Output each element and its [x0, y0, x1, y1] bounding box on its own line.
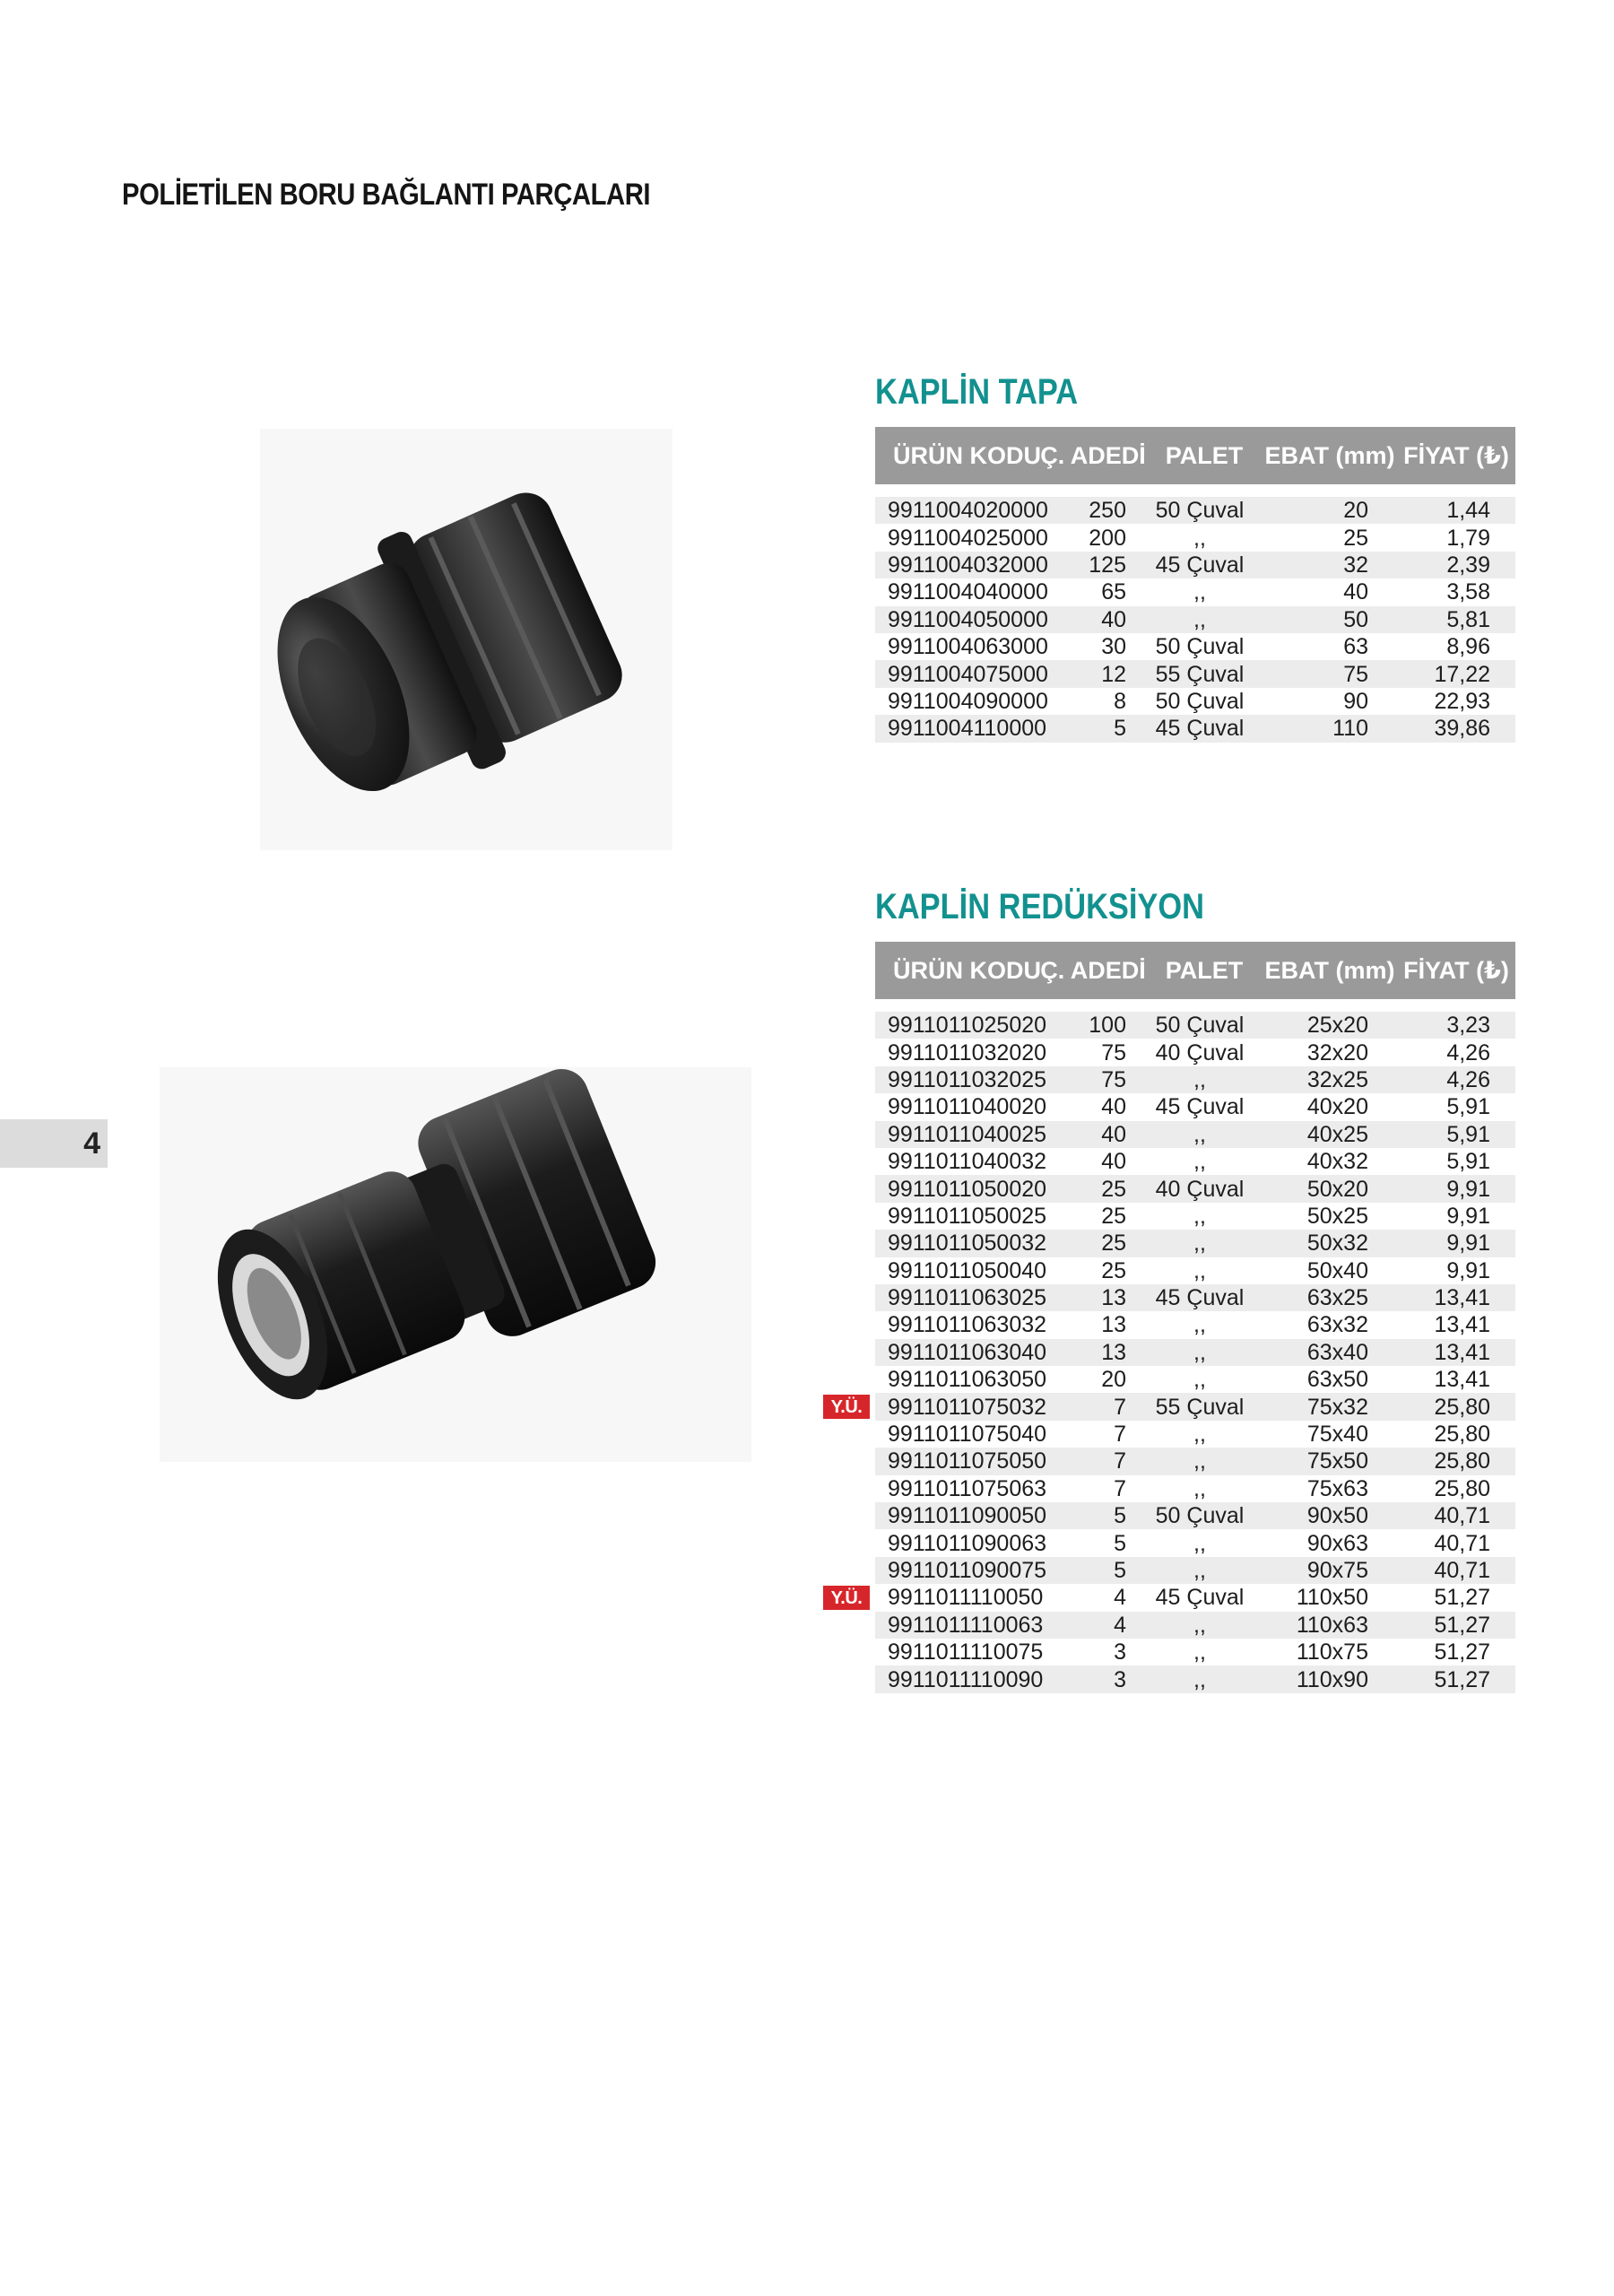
table-row: [875, 1502, 1515, 1529]
cell-pallet: 45 Çuval: [1155, 1585, 1245, 1611]
cell-quantity: 25: [1101, 1231, 1126, 1257]
cell-quantity: 40: [1101, 606, 1126, 632]
cell-quantity: 250: [1089, 498, 1126, 524]
col-header-price: FİYAT (₺): [1403, 441, 1509, 469]
table-row: [875, 1175, 1515, 1202]
cell-product-code: 9911004020000: [888, 498, 1048, 524]
cell-pallet: ,,: [1193, 1475, 1206, 1501]
cell-quantity: 7: [1114, 1448, 1126, 1474]
table-row: [875, 1339, 1515, 1366]
cell-pallet: 55 Çuval: [1155, 1394, 1245, 1420]
table-row: [875, 1121, 1515, 1148]
cell-size: 32x25: [1306, 1066, 1368, 1092]
col-header-size: EBAT (mm): [1264, 441, 1395, 469]
cell-price: 25,80: [1434, 1422, 1490, 1448]
cell-size: 75x40: [1306, 1422, 1368, 1448]
cell-size: 25: [1343, 525, 1368, 551]
cell-price: 51,27: [1434, 1612, 1490, 1638]
cell-size: 32: [1343, 552, 1368, 578]
cell-product-code: 9911011075050: [888, 1448, 1047, 1474]
col-header-qty: Ç. ADEDİ: [1040, 441, 1146, 469]
cell-size: 75x32: [1306, 1394, 1368, 1420]
col-header-qty: Ç. ADEDİ: [1040, 956, 1146, 984]
section-title: KAPLİN TAPA: [875, 372, 1079, 412]
table-row: [875, 688, 1515, 715]
cell-price: 5,91: [1446, 1094, 1490, 1120]
cell-quantity: 100: [1089, 1013, 1126, 1039]
cell-price: 51,27: [1434, 1585, 1490, 1611]
table-row: [875, 1066, 1515, 1093]
cell-pallet: ,,: [1193, 1203, 1206, 1229]
cell-pallet: ,,: [1193, 1530, 1206, 1556]
col-header-code: ÜRÜN KODU: [893, 441, 1041, 469]
cell-quantity: 20: [1101, 1367, 1126, 1393]
cell-product-code: 9911011032020: [888, 1039, 1047, 1065]
table-row: [875, 1366, 1515, 1393]
cell-price: 3,23: [1446, 1013, 1490, 1039]
cell-price: 4,26: [1446, 1066, 1490, 1092]
table-row: [875, 1639, 1515, 1665]
cell-quantity: 13: [1101, 1339, 1126, 1365]
cell-size: 110x90: [1296, 1666, 1368, 1692]
col-header-code: ÜRÜN KODU: [893, 956, 1041, 984]
cell-product-code: 9911004050000: [888, 606, 1048, 632]
cell-product-code: 9911011050020: [888, 1176, 1047, 1202]
col-header-pallet: PALET: [1165, 441, 1244, 469]
cell-price: 40,71: [1434, 1558, 1490, 1583]
table-row: [875, 1039, 1515, 1065]
cell-quantity: 3: [1114, 1666, 1126, 1692]
cell-pallet: ,,: [1193, 1339, 1206, 1365]
cell-size: 90x75: [1306, 1558, 1368, 1583]
cell-pallet: ,,: [1193, 1066, 1206, 1092]
cell-price: 17,22: [1434, 661, 1490, 687]
cell-pallet: ,,: [1193, 1558, 1206, 1583]
cell-price: 9,91: [1446, 1257, 1490, 1283]
table-row: [875, 1230, 1515, 1257]
cell-quantity: 40: [1101, 1094, 1126, 1120]
cell-product-code: 9911011075040: [888, 1422, 1047, 1448]
cell-pallet: ,,: [1193, 579, 1206, 605]
cell-product-code: 9911011110075: [888, 1639, 1044, 1665]
cell-size: 90: [1343, 688, 1368, 714]
table-row: [875, 1093, 1515, 1120]
cell-size: 20: [1343, 498, 1368, 524]
cell-quantity: 7: [1114, 1394, 1126, 1420]
cell-pallet: ,,: [1193, 1666, 1206, 1692]
cell-size: 50x20: [1306, 1176, 1368, 1202]
cell-price: 51,27: [1434, 1639, 1490, 1665]
cell-size: 110x50: [1296, 1585, 1368, 1611]
cell-price: 5,91: [1446, 1149, 1490, 1175]
cell-size: 63x40: [1306, 1339, 1368, 1365]
cell-product-code: 9911011075032: [888, 1394, 1047, 1420]
table-body: [875, 497, 1515, 743]
table-row: [875, 1203, 1515, 1230]
cell-size: 50x40: [1306, 1257, 1368, 1283]
table-row: [875, 1421, 1515, 1448]
cell-pallet: 50 Çuval: [1155, 634, 1245, 660]
cell-product-code: 9911011040025: [888, 1121, 1047, 1147]
cell-quantity: 8: [1114, 688, 1126, 714]
cell-pallet: 50 Çuval: [1155, 1013, 1245, 1039]
cell-product-code: 9911004040000: [888, 579, 1048, 605]
section-title: KAPLİN REDÜKSİYON: [875, 887, 1204, 926]
cell-pallet: 40 Çuval: [1155, 1039, 1245, 1065]
cell-size: 32x20: [1306, 1039, 1368, 1065]
cell-price: 13,41: [1434, 1339, 1490, 1365]
cell-product-code: 9911011090063: [888, 1530, 1047, 1556]
cell-quantity: 5: [1114, 1503, 1126, 1529]
cell-product-code: 9911011050032: [888, 1231, 1047, 1257]
cell-price: 25,80: [1434, 1475, 1490, 1501]
cell-price: 13,41: [1434, 1312, 1490, 1338]
cell-product-code: 9911011110050: [888, 1585, 1044, 1611]
cell-quantity: 3: [1114, 1639, 1126, 1665]
cell-product-code: 9911011075063: [888, 1475, 1047, 1501]
cell-pallet: ,,: [1193, 1257, 1206, 1283]
table-row: [875, 578, 1515, 605]
cell-pallet: ,,: [1193, 1422, 1206, 1448]
new-product-badge: Y.Ü.: [823, 1586, 870, 1610]
table-row: [875, 524, 1515, 551]
cell-size: 63x50: [1306, 1367, 1368, 1393]
cell-price: 9,91: [1446, 1203, 1490, 1229]
cell-product-code: 9911011040032: [888, 1149, 1047, 1175]
cell-size: 63: [1343, 634, 1368, 660]
cell-quantity: 12: [1101, 661, 1126, 687]
cell-quantity: 30: [1101, 634, 1126, 660]
cell-size: 50x25: [1306, 1203, 1368, 1229]
table-header: [875, 427, 1515, 484]
table-row: [830, 1393, 1515, 1420]
cell-pallet: 45 Çuval: [1155, 1285, 1245, 1311]
page-number-tab: 4: [0, 1119, 108, 1168]
cell-price: 4,26: [1446, 1039, 1490, 1065]
cell-product-code: 9911004032000: [888, 552, 1048, 578]
table-row: [875, 1529, 1515, 1556]
table-header: [875, 942, 1515, 999]
cell-size: 90x50: [1306, 1503, 1368, 1529]
cell-size: 63x25: [1306, 1285, 1368, 1311]
cell-price: 5,91: [1446, 1121, 1490, 1147]
cell-quantity: 7: [1114, 1475, 1126, 1501]
cell-pallet: 50 Çuval: [1155, 498, 1245, 524]
cell-quantity: 200: [1089, 525, 1126, 551]
cell-size: 25x20: [1306, 1013, 1368, 1039]
cell-price: 51,27: [1434, 1666, 1490, 1692]
cell-quantity: 13: [1101, 1312, 1126, 1338]
cell-pallet: 50 Çuval: [1155, 688, 1245, 714]
cell-pallet: ,,: [1193, 1312, 1206, 1338]
table-row: [875, 660, 1515, 687]
cell-pallet: ,,: [1193, 1367, 1206, 1393]
cell-quantity: 4: [1114, 1585, 1126, 1611]
cell-pallet: ,,: [1193, 1121, 1206, 1147]
table-row: [875, 497, 1515, 524]
cell-product-code: 9911011090075: [888, 1558, 1047, 1583]
cell-price: 25,80: [1434, 1448, 1490, 1474]
cell-size: 40x32: [1306, 1149, 1368, 1175]
cell-product-code: 9911004110000: [888, 716, 1047, 742]
cell-size: 50x32: [1306, 1231, 1368, 1257]
cell-product-code: 9911011110063: [888, 1612, 1044, 1638]
table-row: [875, 1012, 1515, 1039]
cell-product-code: 9911011050025: [888, 1203, 1047, 1229]
cell-product-code: 9911004090000: [888, 688, 1048, 714]
cell-product-code: 9911011063040: [888, 1339, 1047, 1365]
cell-price: 39,86: [1434, 716, 1490, 742]
cell-quantity: 75: [1101, 1039, 1126, 1065]
cell-quantity: 40: [1101, 1149, 1126, 1175]
cell-pallet: 50 Çuval: [1155, 1503, 1245, 1529]
cell-product-code: 9911004063000: [888, 634, 1048, 660]
col-header-size: EBAT (mm): [1264, 956, 1395, 984]
cell-quantity: 65: [1101, 579, 1126, 605]
cell-price: 13,41: [1434, 1285, 1490, 1311]
cell-price: 40,71: [1434, 1503, 1490, 1529]
cell-quantity: 7: [1114, 1422, 1126, 1448]
table-row: [875, 552, 1515, 578]
cell-pallet: 45 Çuval: [1155, 716, 1245, 742]
section-kaplin-tapa: [875, 371, 1515, 743]
cell-product-code: 9911011025020: [888, 1013, 1047, 1039]
table-row: [875, 1475, 1515, 1502]
cell-price: 40,71: [1434, 1530, 1490, 1556]
cell-size: 40: [1343, 579, 1368, 605]
cell-product-code: 9911011040020: [888, 1094, 1047, 1120]
cell-size: 110x75: [1296, 1639, 1368, 1665]
col-header-price: FİYAT (₺): [1403, 956, 1509, 984]
table-row: [875, 1612, 1515, 1639]
cell-product-code: 9911011110090: [888, 1666, 1044, 1692]
table-row: [830, 1584, 1515, 1611]
cell-product-code: 9911011063050: [888, 1367, 1047, 1393]
cell-price: 25,80: [1434, 1394, 1490, 1420]
cell-price: 3,58: [1446, 579, 1490, 605]
cell-pallet: 45 Çuval: [1155, 552, 1245, 578]
cell-quantity: 25: [1101, 1176, 1126, 1202]
cell-quantity: 25: [1101, 1257, 1126, 1283]
cell-size: 50: [1343, 606, 1368, 632]
cell-pallet: ,,: [1193, 525, 1206, 551]
cell-quantity: 5: [1114, 1558, 1126, 1583]
cell-pallet: ,,: [1193, 1149, 1206, 1175]
cell-quantity: 25: [1101, 1203, 1126, 1229]
cell-pallet: 40 Çuval: [1155, 1176, 1245, 1202]
cell-product-code: 9911011063032: [888, 1312, 1047, 1338]
cell-pallet: 45 Çuval: [1155, 1094, 1245, 1120]
cell-size: 75: [1343, 661, 1368, 687]
col-header-pallet: PALET: [1165, 956, 1244, 984]
cell-quantity: 5: [1114, 1530, 1126, 1556]
cell-price: 8,96: [1446, 634, 1490, 660]
cell-product-code: 9911004075000: [888, 661, 1048, 687]
table-row: [875, 1448, 1515, 1474]
end-cap-photo: [260, 429, 672, 850]
table-body: [830, 1012, 1515, 1693]
cell-price: 9,91: [1446, 1231, 1490, 1257]
cell-pallet: ,,: [1193, 1639, 1206, 1665]
cell-quantity: 4: [1114, 1612, 1126, 1638]
table-row: [875, 1148, 1515, 1175]
cell-price: 22,93: [1434, 688, 1490, 714]
table-row: [875, 606, 1515, 633]
cell-price: 5,81: [1446, 606, 1490, 632]
new-product-badge: Y.Ü.: [823, 1395, 870, 1419]
cell-size: 63x32: [1306, 1312, 1368, 1338]
table-row: [875, 1665, 1515, 1692]
cell-price: 1,79: [1446, 525, 1490, 551]
cell-price: 1,44: [1446, 498, 1490, 524]
cell-size: 75x63: [1306, 1475, 1368, 1501]
cell-pallet: ,,: [1193, 606, 1206, 632]
cell-quantity: 125: [1089, 552, 1126, 578]
cell-pallet: 55 Çuval: [1155, 661, 1245, 687]
table-row: [875, 633, 1515, 660]
cell-product-code: 9911004025000: [888, 525, 1048, 551]
cell-size: 40x20: [1306, 1094, 1368, 1120]
reducer-coupling-photo: [160, 1067, 751, 1462]
cell-size: 110: [1332, 716, 1368, 742]
cell-size: 110x63: [1296, 1612, 1368, 1638]
table-row: [875, 1257, 1515, 1284]
section-kaplin-reduksiyon: [830, 886, 1515, 1693]
cell-quantity: 13: [1101, 1285, 1126, 1311]
cell-product-code: 9911011050040: [888, 1257, 1047, 1283]
cell-pallet: ,,: [1193, 1612, 1206, 1638]
cell-pallet: ,,: [1193, 1448, 1206, 1474]
cell-product-code: 9911011063025: [888, 1285, 1047, 1311]
cell-size: 40x25: [1306, 1121, 1368, 1147]
cell-pallet: ,,: [1193, 1231, 1206, 1257]
cell-product-code: 9911011032025: [888, 1066, 1047, 1092]
table-row: [875, 715, 1515, 742]
cell-price: 2,39: [1446, 552, 1490, 578]
page-title: POLİETİLEN BORU BAĞLANTI PARÇALARI: [122, 178, 651, 212]
cell-quantity: 75: [1101, 1066, 1126, 1092]
cell-price: 9,91: [1446, 1176, 1490, 1202]
cell-quantity: 5: [1114, 716, 1126, 742]
table-row: [875, 1311, 1515, 1338]
cell-product-code: 9911011090050: [888, 1503, 1047, 1529]
table-row: [875, 1557, 1515, 1584]
cell-size: 75x50: [1306, 1448, 1368, 1474]
cell-quantity: 40: [1101, 1121, 1126, 1147]
cell-size: 90x63: [1306, 1530, 1368, 1556]
cell-price: 13,41: [1434, 1367, 1490, 1393]
table-row: [875, 1284, 1515, 1311]
